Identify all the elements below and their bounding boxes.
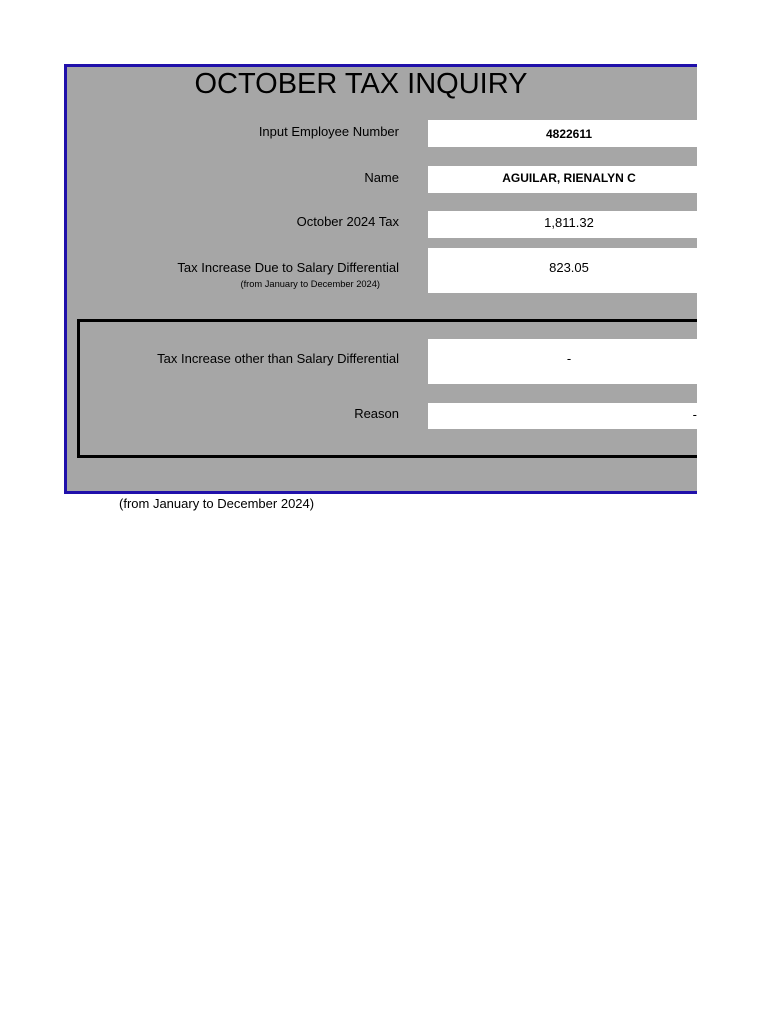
employee-number-row bbox=[67, 120, 697, 147]
name-label: Name bbox=[364, 170, 399, 185]
employee-number-label: Input Employee Number bbox=[258, 124, 399, 139]
page-title: OCTOBER TAX INQUIRY bbox=[194, 68, 528, 100]
october-tax-value: 1,811.32 bbox=[428, 211, 697, 238]
salary-differential-value: 823.05 bbox=[428, 248, 697, 293]
october-tax-label: October 2024 Tax bbox=[296, 214, 399, 229]
name-value: AGUILAR, RIENALYN C bbox=[428, 166, 697, 193]
name-row bbox=[67, 166, 697, 193]
salary-differential-row bbox=[67, 248, 697, 293]
reason-label: Reason bbox=[354, 406, 399, 421]
salary-differential-label: Tax Increase Due to Salary Differential bbox=[177, 260, 399, 275]
salary-differential-period-note: (from January to December 2024) bbox=[240, 279, 380, 289]
other-increase-row bbox=[80, 339, 697, 384]
other-increase-section bbox=[77, 319, 697, 458]
october-tax-row bbox=[67, 211, 697, 238]
reason-row bbox=[80, 403, 697, 429]
employee-number-input[interactable] bbox=[428, 120, 697, 147]
other-increase-value: - bbox=[428, 339, 697, 384]
reason-value: - bbox=[428, 403, 697, 429]
other-increase-label: Tax Increase other than Salary Differential bbox=[157, 351, 399, 366]
footnote-period: (from January to December 2024) bbox=[119, 496, 315, 511]
tax-inquiry-panel bbox=[64, 64, 697, 494]
